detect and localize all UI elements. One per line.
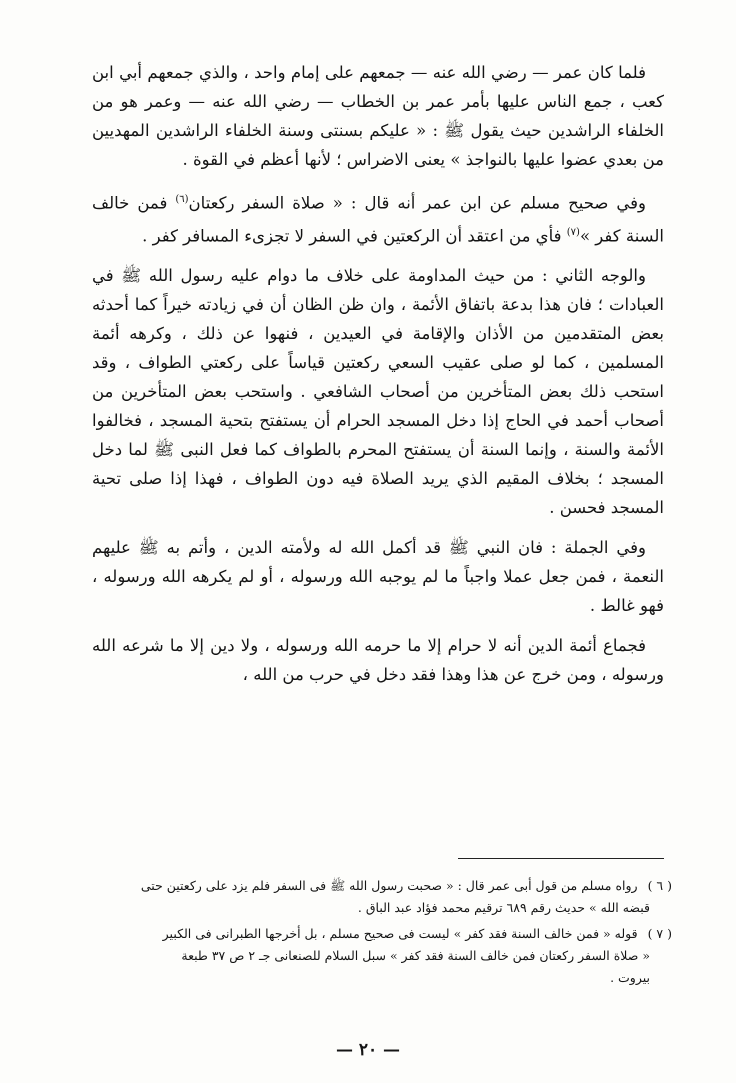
main-text [92,58,664,700]
footnote-ref-7: (٧) [566,226,580,238]
footnote-6 [88,875,672,919]
page-number: — ٢٠ — [335,1040,401,1060]
footnote-7 [88,923,672,989]
footnote-number: ( ٧ ) [647,926,672,941]
footnote-number: ( ٦ ) [647,878,672,893]
paragraph-5: فجماع أئمة الدين أنه لا حرام إلا ما حرمه الله ورسوله ، ولا دين إلا ما شرعه الله ورسوله ، ومن خرج عن هذا وهذا فقد دخل في حرب من الله ، [92,636,664,684]
footnote-divider [458,858,664,859]
footnote-line: قوله « فمن خالف السنة فقد كفر » ليست فى صحيح مسلم ، بل أخرجها الطبرانى فى الكبير [162,926,638,941]
paragraph-1: فلما كان عمر — رضي الله عنه — جمعهم على إمام واحد ، والذي جمعهم أبي ابن كعب ، جمع الناس عليها بأمر عمر بن الخطاب — رضي الله عنه — وعمر هو من الخلفاء الراشدين حيث يقول ﷺ : « عليكم بسنتى وسنة الخلفاء الراشدين المهديين من بعدي عضوا عليها بالنواجذ » يعنى الاضراس ؛ لأنها أعظم في القوة . [92,63,664,169]
paragraph-3: والوجه الثاني : من حيث المداومة على خلاف ما دوام عليه رسول الله ﷺ في العبادات ؛ فان هذا بدعة باتفاق الأئمة ، وان ظن الظان أن في زيادته خيراً كما أحدثه بعض المتقدمين من الأذان والإقامة في العيدين ، فنهوا عن ذلك ، وكرهه أئمة المسلمين ، كما لو صلى عقيب السعي ركعتين قياساً على ركعتي الطواف ، وقد استحب ذلك بعض المتأخرين من أصحاب الشافعي . واستحب بعض المتأخرين من أصحاب أحمد في الحاج إذا دخل المسجد الحرام أن يستفتح بتحية المسجد ، فخالفوا الأئمة والسنة ، وإنما السنة أن يستفتح المحرم بالطواف كما فعل النبى ﷺ لما دخل المسجد ؛ بخلاف المقيم الذي يريد الصلاة فيه دون الطواف ، فهذا إذا صلى تحية المسجد فحسن . [92,266,664,517]
footnote-line: بيروت . [610,970,650,985]
footnote-line: قبضه الله » حديث رقم ٦٨٩ ترقيم محمد فؤاد عبد الباق . [357,900,650,915]
footnotes [88,875,672,993]
paragraph-2-part-2: فمن خالف السنة كفر » [92,193,664,245]
paragraph-4: وفي الجملة : فان النبي ﷺ قد أكمل الله له ولأمته الدين ، وأتم به ﷺ عليهم النعمة ، فمن جعل عملا واجباً ما لم يوجبه الله ورسوله ، أو لم يكرهه الله ورسوله ، فهو غالط . [92,538,664,615]
footnote-ref-6: (٦) [175,194,189,205]
paragraph-2-part-3: فأي من اعتقد أن الركعتين في السفر لا تجزىء المسافر كفر . [142,226,567,245]
paragraph-2-part-1: وفي صحيح مسلم عن ابن عمر أنه قال : « صلاة السفر ركعتان [188,193,646,213]
footnote-line: رواه مسلم من قول أبى عمر قال : « صحبت رسول الله ﷺ فى السفر فلم يزد على ركعتين حتى [140,878,638,893]
footnote-line: « صلاة السفر ركعتان فمن خالف السنة فقد كفر » سبل السلام للصنعانى جـ ٢ ص ٣٧ طبعة [181,948,650,963]
paragraph-2 [92,185,664,250]
